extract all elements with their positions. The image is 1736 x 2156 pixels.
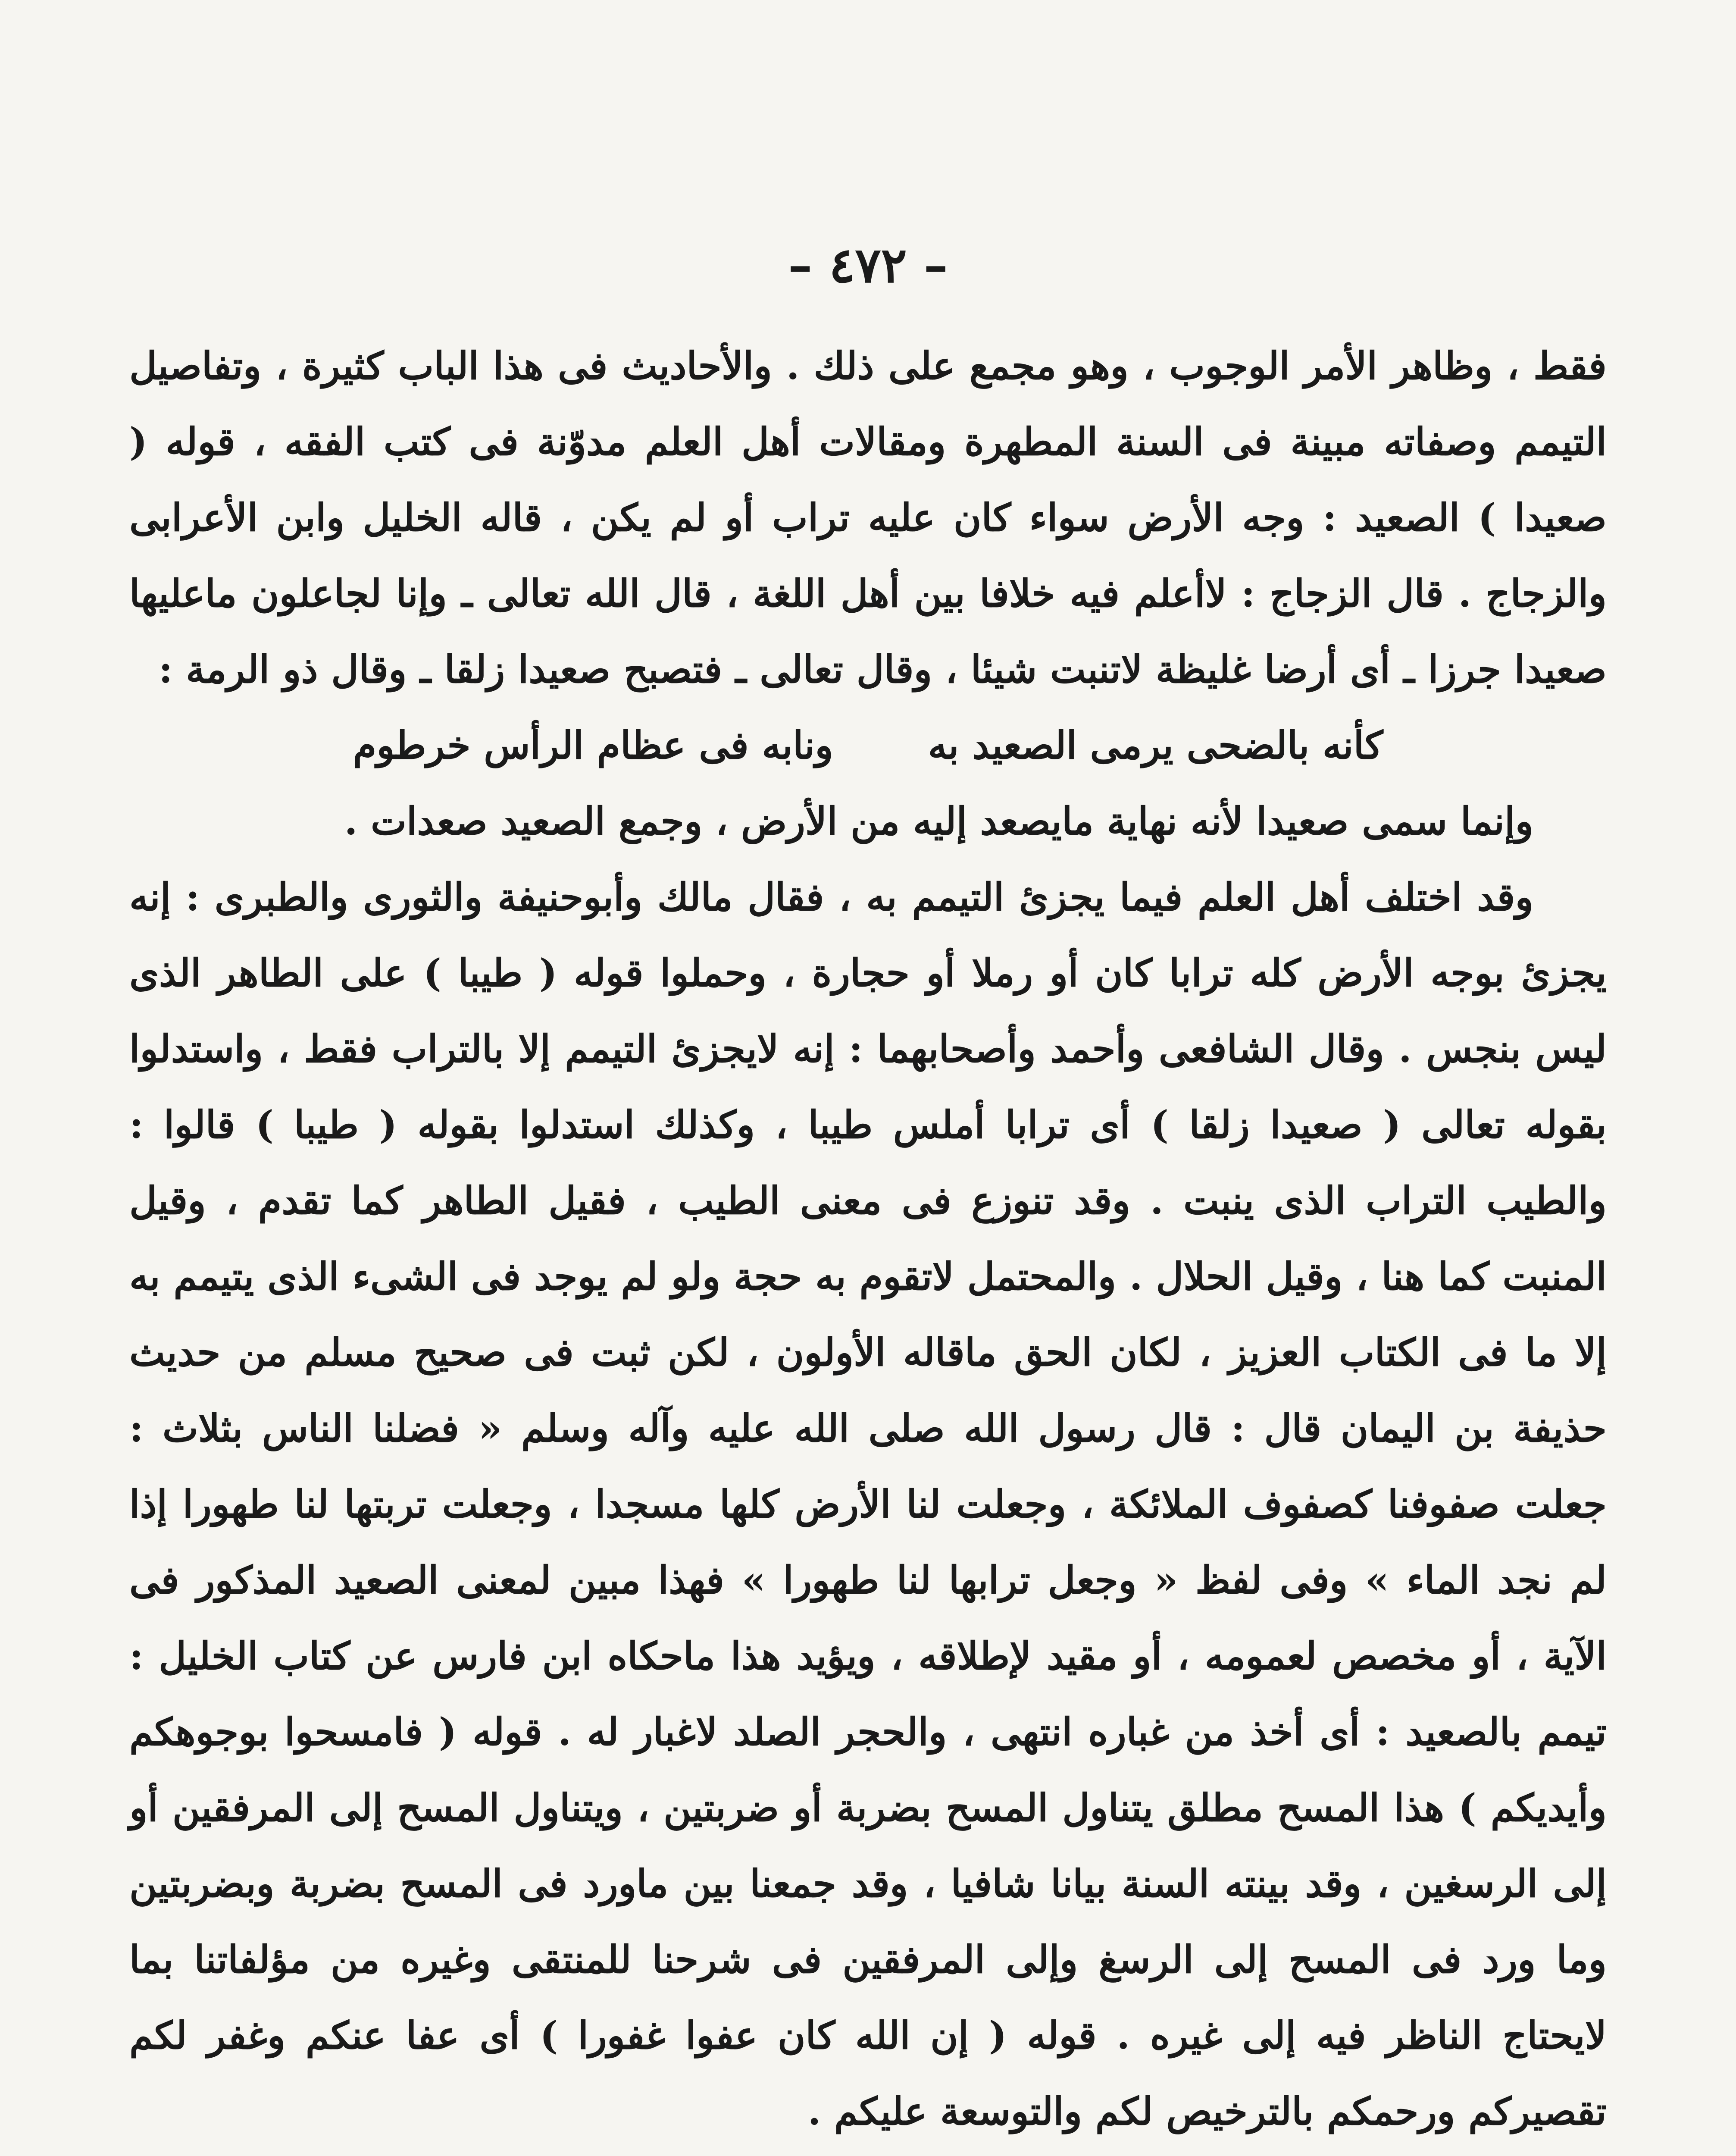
- verse-second-hemistich: ونابه فى عظام الرأس خرطوم: [353, 723, 833, 768]
- paragraph: وإنما سمى صعيدا لأنه نهاية مايصعد إليه من الأرض ، وجمع الصعيد صعدات .: [344, 799, 1533, 843]
- page-number: – ٤٧٢ –: [788, 237, 948, 294]
- paragraph: [129, 2149, 1607, 2156]
- poetry-verse: [129, 707, 1607, 783]
- paragraph: فقط ، وظاهر الأمر الوجوب ، وهو مجمع على ذلك . والأحاديث فى هذا الباب كثيرة ، وتفاصيل التيمم وصفاته مبينة فى السنة المطهرة ومقالات أهل العلم مدوّنة فى كتب الفقه ، قوله ( صعيدا ) الصعيد : وجه الأرض سواء كان عليه تراب أو لم يكن ، قاله الخليل وابن الأعرابى والزجاج . قال الزجاج : لاأعلم فيه خلافا بين أهل اللغة ، قال الله تعالى ـ وإنا لجاعلون ماعليها صعيدا جرزا ـ أى أرضا غليظة لاتنبت شيئا ، وقال تعالى ـ فتصبح صعيدا زلقا ـ وقال ذو الرمة :: [129, 343, 1607, 692]
- page-body: [129, 328, 1607, 2156]
- paragraph: وقد اختلف أهل العلم فيما يجزئ التيمم به ، فقال مالك وأبوحنيفة والثورى والطبرى : إنه يجزئ بوجه الأرض كله ترابا كان أو رملا أو حجارة ، وحملوا قوله ( طيبا ) على الطاهر الذى ليس بنجس . وقال الشافعى وأحمد وأصحابهما : إنه لايجزئ التيمم إلا بالتراب فقط ، واستدلوا بقوله تعالى ( صعيدا زلقا ) أى ترابا أملس طيبا ، وكذلك استدلوا بقوله ( طيبا ) قالوا : والطيب التراب الذى ينبت . وقد تنوزع فى معنى الطيب ، فقيل الطاهر كما تقدم ، وقيل المنبت كما هنا ، وقيل الحلال . والمحتمل لاتقوم به حجة ولو لم يوجد فى الشىء الذى يتيمم به إلا ما فى الكتاب العزيز ، لكان الحق ماقاله الأولون ، لكن ثبت فى صحيح مسلم من حديث حذيفة بن اليمان قال : قال رسول الله صلى الله عليه وآله وسلم « فضلنا الناس بثلاث : جعلت صفوفنا كصفوف الملائكة ، وجعلت لنا الأرض كلها مسجدا ، وجعلت تربتها لنا طهورا إذا لم نجد الماء » وفى لفظ « وجعل ترابها لنا طهورا » فهذا مبين لمعنى الصعيد المذكور فى الآية ، أو مخصص لعمومه ، أو مقيد لإطلاقه ، ويؤيد هذا ماحكاه ابن فارس عن كتاب الخليل : تيمم بالصعيد : أى أخذ من غباره انتهى ، والحجر الصلد لاغبار له . قوله ( فامسحوا بوجوهكم وأيديكم ) هذا المسح مطلق يتناول المسح بضربة أو ضربتين ، ويتناول المسح إلى المرفقين أو إلى الرسغين ، وقد بينته السنة بيانا شافيا ، وقد جمعنا بين ماورد فى المسح بضربة وبضربتين وما ورد فى المسح إلى الرسغ وإلى المرفقين فى شرحنا للمنتقى وغيره من مؤلفاتنا بما لايحتاج الناظر فيه إلى غيره . قوله ( إن الله كان عفوا غفورا ) أى عفا عنكم وغفر لكم تقصيركم ورحمكم بالترخيص لكم والتوسعة عليكم .: [129, 874, 1607, 2134]
- verse-first-hemistich: كأنه بالضحى يرمى الصعيد به: [928, 723, 1383, 768]
